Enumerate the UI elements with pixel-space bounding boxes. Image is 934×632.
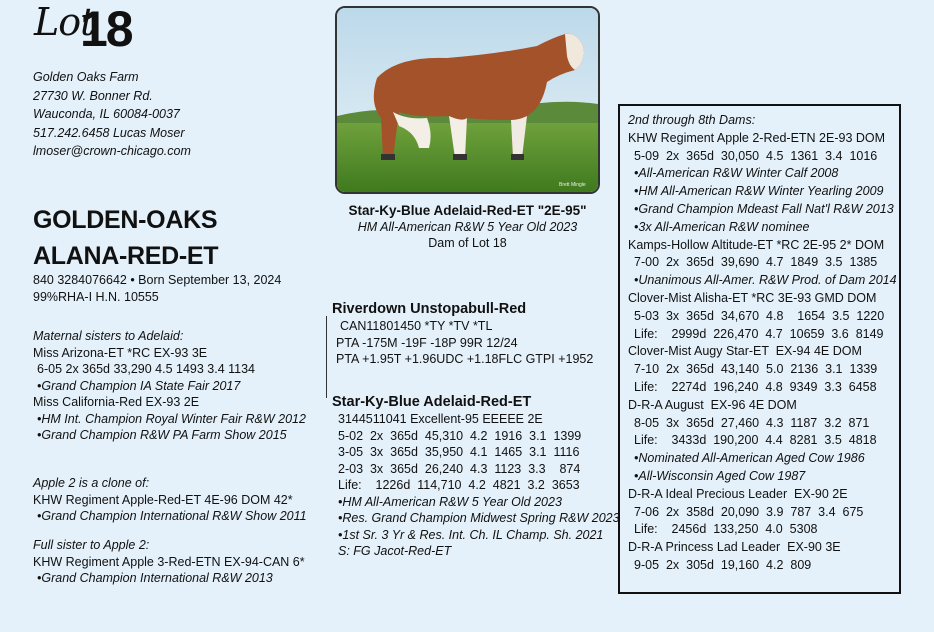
dam-record-2: 3-05 3x 365d 35,950 4.1 1465 3.1 1116 [338,445,580,459]
sister-2-name: Miss California-Red EX-93 2E [33,395,200,409]
dam-box-rec-line: Life: 2456d 133,250 4.0 5308 [634,522,818,537]
dam-box-award-line: •Grand Champion Mdeast Fall Nat'l R&W 2013 [634,201,894,216]
sire-block [332,300,593,368]
dam-box-award-line: •Nominated All-American Aged Cow 1986 [634,451,865,466]
full-sister-info [33,537,305,587]
farm-phone: 517.242.6458 Lucas Moser [33,125,185,140]
sister-1-award: •Grand Champion IA State Fair 2017 [37,378,241,393]
lot-word: Lot [34,0,95,44]
dam-record-3: 2-03 3x 365d 26,240 4.3 1123 3.3 874 [338,461,581,476]
dam-box-rec-line: Life: 3433d 190,200 4.4 8281 3.5 4818 [634,433,877,448]
sister-1-name: Miss Arizona-ET *RC EX-93 3E [33,345,208,360]
dam-award-1: •HM All-American R&W 5 Year Old 2023 [338,494,562,509]
maternal-sisters [33,328,306,444]
dam-box-name-line: D-R-A Ideal Precious Leader EX-90 2E [628,486,848,501]
farm-email[interactable]: lmoser@crown-chicago.com [33,144,191,158]
dam-box-award-line: •All-American R&W Winter Calf 2008 [634,166,839,181]
farm-city: Wauconda, IL 60084-0037 [33,107,180,121]
dam-box-rec-line: 7-10 2x 365d 43,140 5.0 2136 3.1 1339 [634,362,878,377]
full-sister-name: KHW Regiment Apple 3-Red-ETN EX-94-CAN 6* [33,554,305,569]
caption-award: HM All-American R&W 5 Year Old 2023 [357,220,578,234]
dam-box-name-line: D-R-A Princess Lad Leader EX-90 3E [628,540,841,555]
dam-name: Star-Ky-Blue Adelaid-Red-ET [332,394,532,410]
animal-info [33,272,281,305]
animal-name [33,202,218,274]
sister-1-record: 6-05 2x 365d 33,290 4.5 1493 3.4 1134 [37,362,256,376]
dam-box-name-line: D-R-A August EX-96 4E DOM [628,397,797,412]
clone-name: KHW Regiment Apple-Red-ET 4E-96 DOM 42* [33,492,293,507]
sister-2-award-1: •HM Int. Champion Royal Winter Fair R&W 2012 [37,411,306,426]
lot-number: 18 [80,1,132,57]
dam-record-1: 5-02 2x 365d 45,310 4.2 1916 3.1 1399 [338,428,582,443]
dam-sire: S: FG Jacot-Red-ET [338,544,452,558]
dam-photo [335,6,600,194]
caption-role: Dam of Lot 18 [428,236,507,250]
photo-credit: Brett Mingle [559,182,586,188]
clone-header: Apple 2 is a clone of: [33,476,150,490]
dam-box-rec-line: 7-06 2x 358d 20,090 3.9 787 3.4 675 [634,504,864,519]
animal-name-line2: ALANA-RED-ET [33,242,219,270]
dam-box-rec-line: 8-05 3x 365d 27,460 4.3 1187 3.2 871 [634,415,870,430]
full-sister-header: Full sister to Apple 2: [33,538,150,552]
dam-line-1: 3144511041 Excellent-95 EEEEE 2E [338,412,543,426]
dams-box [618,104,901,594]
animal-rha-line: 99%RHA-I H.N. 10555 [33,289,159,304]
sire-line-2: PTA -175M -19F -18P 99R 12/24 [336,335,518,350]
animal-id-line: 840 3284076642 • Born September 13, 2024 [33,273,282,287]
caption-name: Star-Ky-Blue Adelaid-Red-ET "2E-95" [348,203,587,218]
animal-name-line1: GOLDEN-OAKS [33,206,218,234]
dam-box-name-line: Clover-Mist Alisha-ET *RC 3E-93 GMD DOM [628,290,877,305]
farm-address [33,68,191,161]
dam-box-award-line: •HM All-American R&W Winter Yearling 2009 [634,184,884,199]
dam-box-rec-line: 9-05 2x 305d 19,160 4.2 809 [634,557,812,572]
pedigree-line [326,316,327,398]
dam-block [332,393,620,560]
dam-box-rec-line: 7-00 2x 365d 39,690 4.7 1849 3.5 1385 [634,255,878,270]
dam-box-award-line: •All-Wisconsin Aged Cow 1987 [634,468,806,483]
dam-box-name-line: KHW Regiment Apple 2-Red-ETN 2E-93 DOM [628,130,886,145]
cow-illustration [337,8,598,192]
sire-line-1: CAN11801450 *TY *TV *TL [340,319,493,333]
clone-info [33,475,307,525]
dam-box-name-line: Kamps-Hollow Altitude-ET *RC 2E-95 2* DOM [628,237,885,252]
full-sister-award: •Grand Champion International R&W 2013 [37,571,273,585]
dam-box-rec-line: Life: 2999d 226,470 4.7 10659 3.6 8149 [634,326,884,341]
maternal-header: Maternal sisters to Adelaid: [33,329,184,343]
dam-box-name-line: Clover-Mist Augy Star-ET EX-94 4E DOM [628,344,862,359]
photo-caption [335,203,600,251]
dams-box-content [628,112,897,575]
dam-box-award-line: •Unanimous All-Amer. R&W Prod. of Dam 2014 [634,273,897,288]
sire-line-3: PTA +1.95T +1.96UDC +1.18FLC GTPI +1952 [336,352,594,366]
sire-name: Riverdown Unstopabull-Red [332,301,527,317]
farm-street: 27730 W. Bonner Rd. [33,88,153,103]
dams-box-header: 2nd through 8th Dams: [628,113,756,127]
sister-2-award-2: •Grand Champion R&W PA Farm Show 2015 [37,428,287,442]
dam-box-rec-line: 5-09 2x 365d 30,050 4.5 1361 3.4 1016 [634,148,878,163]
dam-award-3: •1st Sr. 3 Yr & Res. Int. Ch. IL Champ. Sh. 2021 [338,527,604,542]
dam-box-rec-line: Life: 2274d 196,240 4.8 9349 3.3 6458 [634,379,877,394]
dam-box-rec-line: 5-03 3x 365d 34,670 4.8 1654 3.5 1220 [634,308,885,323]
dam-award-2: •Res. Grand Champion Midwest Spring R&W 2023 [338,511,620,525]
clone-award: •Grand Champion International R&W Show 2011 [37,509,307,523]
dam-life: Life: 1226d 114,710 4.2 4821 3.2 3653 [338,478,580,492]
farm-name: Golden Oaks Farm [33,70,139,84]
dam-box-award-line: •3x All-American R&W nominee [634,219,810,234]
